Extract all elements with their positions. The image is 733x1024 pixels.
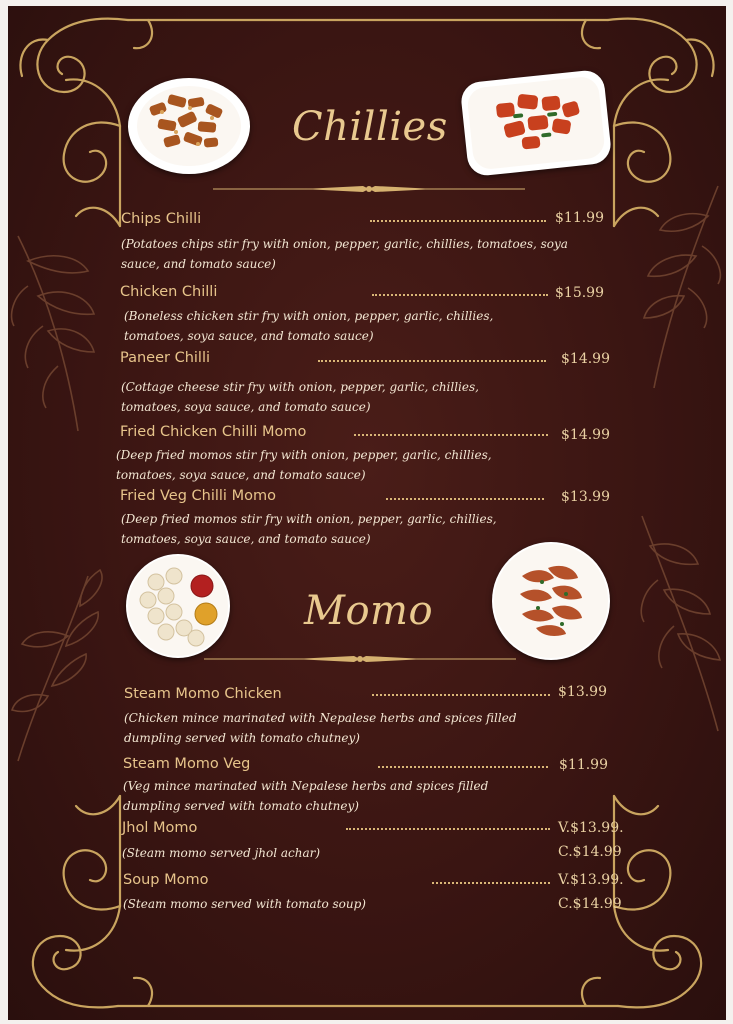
item-name: Fried Veg Chilli Momo xyxy=(120,488,276,504)
item-price: V.$13.99. xyxy=(558,872,624,888)
item-description: (Chicken mince marinated with Nepalese herbs and spices filled dumpling served with tomato chutney) xyxy=(124,711,517,745)
item-name: Paneer Chilli xyxy=(120,350,211,366)
item-price: $13.99 xyxy=(561,489,610,505)
item-price-secondary: C.$14.99 xyxy=(558,896,622,912)
item-description: (Cottage cheese stir fry with onion, pepper, garlic, chillies, tomatoes, soya sauce, and tomato sauce) xyxy=(121,380,479,414)
item-price: $14.99 xyxy=(561,351,610,367)
item-name: Jhol Momo xyxy=(122,820,198,836)
item-price: $14.99 xyxy=(561,427,610,443)
price-leader xyxy=(378,764,548,768)
item-description: (Potatoes chips stir fry with onion, pepper, garlic, chillies, tomatoes, soya sauce, and tomato sauce) xyxy=(121,237,568,271)
divider-ornament-icon xyxy=(204,654,516,664)
item-name: Soup Momo xyxy=(123,872,209,888)
item-price: V.$13.99. xyxy=(558,820,624,836)
item-name: Chips Chilli xyxy=(121,211,202,227)
price-leader xyxy=(346,826,550,830)
item-description: (Steam momo served jhol achar) xyxy=(122,846,321,860)
item-name: Steam Momo Veg xyxy=(123,756,251,772)
item-description: (Boneless chicken stir fry with onion, pepper, garlic, chillies, tomatoes, soya sauce, and tomato sauce) xyxy=(124,309,494,343)
leaf-branch-left-top-icon xyxy=(8,226,98,436)
item-description: (Deep fried momos stir fry with onion, pepper, garlic, chillies, tomatoes, soya sauce, and tomato sauce) xyxy=(116,448,492,482)
leaf-branch-left-bottom-icon xyxy=(8,566,108,766)
item-price: $11.99 xyxy=(559,757,608,773)
price-leader xyxy=(370,218,546,222)
price-leader xyxy=(372,292,548,296)
price-leader xyxy=(432,880,550,884)
chips-chilli-photo xyxy=(128,78,250,174)
chicken-chilli-photo xyxy=(459,69,612,178)
price-leader xyxy=(354,432,548,436)
item-price: $13.99 xyxy=(558,684,607,700)
fried-momo-photo xyxy=(492,542,610,660)
item-description: (Deep fried momos stir fry with onion, pepper, garlic, chillies, tomatoes, soya sauce, and tomato sauce) xyxy=(121,512,497,546)
price-leader xyxy=(372,692,550,696)
steam-momo-photo xyxy=(126,554,230,658)
item-description: (Veg mince marinated with Nepalese herbs and spices filled dumpling served with tomato chutney) xyxy=(123,779,489,813)
price-leader xyxy=(318,358,546,362)
leaf-branch-right-top-icon xyxy=(638,176,726,396)
item-name: Chicken Chilli xyxy=(120,284,218,300)
leaf-branch-right-bottom-icon xyxy=(628,506,726,736)
divider-ornament-icon xyxy=(213,184,525,194)
item-price: $11.99 xyxy=(555,210,604,226)
price-leader xyxy=(386,496,544,500)
section-title-chillies: Chillies xyxy=(292,104,448,150)
section-title-momo: Momo xyxy=(304,588,434,634)
item-price: $15.99 xyxy=(555,285,604,301)
item-name: Steam Momo Chicken xyxy=(124,686,282,702)
item-name: Fried Chicken Chilli Momo xyxy=(120,424,307,440)
item-price-secondary: C.$14.99 xyxy=(558,844,622,860)
item-description: (Steam momo served with tomato soup) xyxy=(123,897,366,911)
menu-page xyxy=(8,6,726,1020)
